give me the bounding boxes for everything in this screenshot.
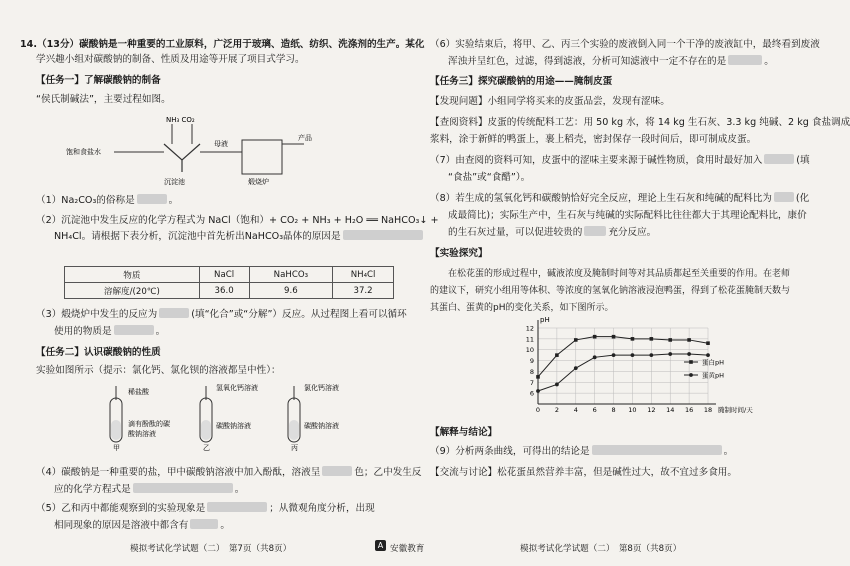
- legend-marker: [689, 373, 693, 377]
- answer-blank[interactable]: [343, 230, 423, 240]
- tube-a-label: 稀盐酸: [128, 388, 149, 396]
- x-tick-label: 12: [647, 406, 656, 414]
- data-point: [593, 355, 597, 359]
- discussion: 【交流与讨论】松花蛋虽然营养丰富，但是碱性过大，故不宜过多食用。: [430, 467, 737, 478]
- data-point: [668, 352, 672, 356]
- answer-blank[interactable]: [322, 466, 352, 476]
- solubility-table: [64, 266, 394, 299]
- data-point: [649, 353, 653, 357]
- table-cell: 溶解度/(20℃): [65, 283, 200, 299]
- answer-blank[interactable]: [774, 192, 794, 202]
- data-point: [555, 383, 559, 387]
- explore-text-1: 在松花蛋的形成过程中，碱液浓度及腌制时间等对其品质都起至关重要的作用。在老师: [448, 269, 791, 279]
- data-point: [668, 338, 672, 342]
- data-point: [612, 335, 616, 339]
- q3-line1: （3）煅烧炉中发生的反应为 (填“化合”或“分解”）反应。从过程图上看可以循环: [36, 309, 407, 320]
- y-axis-label: pH: [540, 316, 550, 324]
- data-point: [687, 352, 691, 356]
- table-header: NaHCO₃: [249, 267, 333, 283]
- q4-line2: 应的化学方程式是 。: [54, 484, 245, 495]
- answer-blank[interactable]: [764, 154, 794, 164]
- x-tick-label: 8: [611, 406, 616, 414]
- tube-b-label: 氢氧化钙溶液: [216, 384, 258, 392]
- logo-icon: A: [375, 540, 386, 551]
- page-7: [14, 0, 439, 540]
- q8-line2: 成最简比)；实际生产中，生石灰与纯碱的实际配料比往往都大于其理论配料比，康价: [448, 210, 807, 221]
- data-point: [574, 338, 578, 342]
- y-tick-label: 10: [525, 346, 534, 355]
- explore-text-2: 的建议下，研究小组用等体积、等浓度的氢氧化钠溶液浸泡鸭蛋，得到了松花蛋腌制天数与: [430, 286, 791, 296]
- explore-heading: 【实验探究】: [430, 248, 488, 259]
- data-point: [706, 341, 710, 345]
- x-axis-label: 腌制时间/天: [718, 406, 753, 414]
- answer-blank[interactable]: [159, 308, 189, 318]
- series-line-egg-yolk: [538, 354, 708, 391]
- y-tick-label: 6: [529, 389, 534, 398]
- q6-line2: 浑浊并呈红色，过滤，得到滤液，分析可知滤液中一定不存在的是 。: [448, 56, 774, 67]
- x-tick-label: 4: [573, 406, 578, 414]
- q8-line3: 的生石灰过量，可以促进较贵的 充分反应。: [448, 227, 657, 238]
- data-point: [536, 375, 540, 379]
- series-line-egg-white: [538, 337, 708, 377]
- table-row: [65, 283, 394, 299]
- data-point: [593, 335, 597, 339]
- data-point: [631, 337, 635, 341]
- publisher-logo-text: 安徽教育: [390, 544, 425, 554]
- q5-line2: 相同现象的原因是溶液中都含有 。: [54, 520, 230, 531]
- q3-line2: 使用的物质是 。: [54, 326, 166, 337]
- y-tick-label: 9: [529, 357, 534, 366]
- y-tick-label: 8: [529, 367, 534, 376]
- legend-label: 蛋黄pH: [702, 371, 725, 380]
- data-point: [687, 338, 691, 342]
- answer-blank[interactable]: [137, 194, 167, 204]
- q5-line1: （5）乙和丙中都能观察到的实验现象是 ；从微观角度分析，出现: [36, 503, 375, 514]
- x-tick-label: 18: [703, 406, 713, 414]
- q4-line1: （4）碳酸钠是一种重要的盐，甲中碳酸钠溶液中加入酚酞，溶液呈 色；乙中发生反: [36, 467, 422, 478]
- table-cell: 9.6: [249, 283, 333, 299]
- tube-b-label: 碳酸钠溶液: [216, 422, 251, 430]
- data-point: [706, 353, 710, 357]
- tube-c-label: 碳酸钠溶液: [304, 422, 339, 430]
- q9: （9）分析两条曲线，可得出的结论是 。: [430, 446, 734, 457]
- x-tick-label: 0: [535, 406, 541, 414]
- data-point: [555, 353, 559, 357]
- x-tick-label: 10: [628, 406, 637, 414]
- tube-a-label: 滴有酚酞的碳: [128, 420, 170, 428]
- x-tick-label: 2: [554, 406, 559, 414]
- x-tick-label: 16: [684, 406, 694, 414]
- y-tick-label: 7: [529, 378, 534, 387]
- y-tick-label: 12: [525, 324, 534, 333]
- tube-b: [200, 383, 258, 452]
- footer-page-8: 模拟考试化学试题（二） 第8页（共8页）: [520, 544, 682, 554]
- reference-line1: 【查阅资料】皮蛋的传统配料工艺：用 50 kg 水，将 14 kg 生石灰、3.3 kg 纯碱、2 kg 食盐调成: [430, 117, 850, 128]
- q14-intro-1: 14.（13分）碳酸钠是一种重要的工业原料，广泛用于玻璃、造纸、纺织、洗涤剂的生产。某化: [20, 39, 425, 50]
- ph-line-chart: [520, 318, 800, 422]
- answer-blank[interactable]: [592, 445, 722, 455]
- table-row: [65, 267, 394, 283]
- legend-label: 蛋白pH: [702, 358, 725, 367]
- tube-a: [110, 386, 170, 452]
- hou-intro: “侯氏制碱法”，主要过程如图。: [36, 94, 171, 105]
- answer-blank[interactable]: [190, 519, 218, 529]
- data-point: [612, 353, 616, 357]
- table-cell: 37.2: [333, 283, 394, 299]
- diagram-product-label: 产品: [298, 134, 312, 142]
- conclusion-heading: 【解释与结论】: [430, 427, 498, 438]
- table-header: NH₄Cl: [333, 267, 394, 283]
- find-problem: 【发现问题】小组同学将买来的皮蛋品尝，发现有涩味。: [430, 96, 670, 107]
- x-tick-label: 14: [666, 406, 675, 414]
- diagram-gas-label: NH₃ CO₂: [166, 116, 195, 124]
- answer-blank[interactable]: [728, 55, 762, 65]
- tube-c: [288, 383, 339, 452]
- hou-process-diagram: [64, 110, 324, 188]
- diagram-filter-label: 母液: [214, 140, 228, 148]
- y-tick-label: 11: [525, 335, 534, 344]
- q1: （1）Na₂CO₃的俗称是 。: [36, 195, 179, 206]
- answer-blank[interactable]: [584, 226, 606, 236]
- footer-page-7: 模拟考试化学试题（二） 第7页（共8页）: [130, 544, 292, 554]
- x-tick-label: 6: [592, 406, 597, 414]
- q7-line1: （7）由查阅的资料可知，皮蛋中的涩味主要来源于碱性物质，食用时最好加入 (填: [430, 155, 810, 166]
- tube-a-label: 酸钠溶液: [128, 430, 156, 438]
- experiment-intro: 实验如图所示（提示：氯化钙、氯化钡的溶液都呈中性）：: [36, 365, 281, 376]
- task3-heading: 【任务三】探究碳酸钠的用途——腌制皮蛋: [430, 76, 613, 87]
- diagram-salt-label: 饱和食盐水: [66, 148, 101, 156]
- tube-c-label: 氯化钙溶液: [304, 384, 339, 392]
- answer-blank[interactable]: [207, 502, 267, 512]
- q7-line2: “食盐”或“食醋”）。: [448, 172, 531, 183]
- task2-heading: 【任务二】认识碳酸钠的性质: [36, 347, 161, 358]
- table-header: 物质: [65, 267, 200, 283]
- data-point: [536, 389, 540, 393]
- task1-heading: 【任务一】了解碳酸钠的制备: [36, 75, 161, 86]
- tube-a-tag: 甲: [113, 444, 120, 452]
- data-point: [631, 353, 635, 357]
- diagram-pool-label: 沉淀池: [164, 178, 185, 186]
- q6-line1: （6）实验结束后，将甲、乙、丙三个实验的废液倒入同一个干净的废液缸中，最终看到废液: [430, 39, 820, 50]
- table-header: NaCl: [199, 267, 249, 283]
- table-cell: 36.0: [199, 283, 249, 299]
- q8-line1: （8）若生成的氢氧化钙和碳酸钠恰好完全反应，理论上生石灰和纯碱的配料比为 (化: [430, 193, 810, 204]
- tube-b-tag: 乙: [203, 444, 210, 452]
- explore-text-3: 其蛋白、蛋黄的pH的变化关系，如下图所示。: [430, 303, 614, 313]
- q2-line1: （2）沉淀池中发生反应的化学方程式为 NaCl（饱和）+ CO₂ + NH₃ + H₂O ══ NaHCO₃↓ +: [36, 215, 439, 226]
- data-point: [574, 366, 578, 370]
- tube-c-tag: 丙: [291, 444, 298, 452]
- legend-marker: [689, 360, 693, 364]
- page-8: [420, 0, 850, 540]
- answer-blank[interactable]: [133, 483, 233, 493]
- reference-line2: 浆料，涂于新鲜的鸭蛋上，裹上稻壳，密封保存一段时间后，即可制成皮蛋。: [430, 134, 757, 145]
- diagram-furnace-label: 煅烧炉: [248, 178, 269, 186]
- q14-intro-2: 学兴趣小组对碳酸钠的制备、性质及用途等开展了项目式学习。: [36, 54, 305, 65]
- answer-blank[interactable]: [114, 325, 154, 335]
- q2-line2: NH₄Cl。请根据下表分析，沉淀池中首先析出NaHCO₃晶体的原因是: [54, 230, 425, 243]
- data-point: [650, 337, 654, 341]
- test-tube-diagram: [104, 380, 374, 452]
